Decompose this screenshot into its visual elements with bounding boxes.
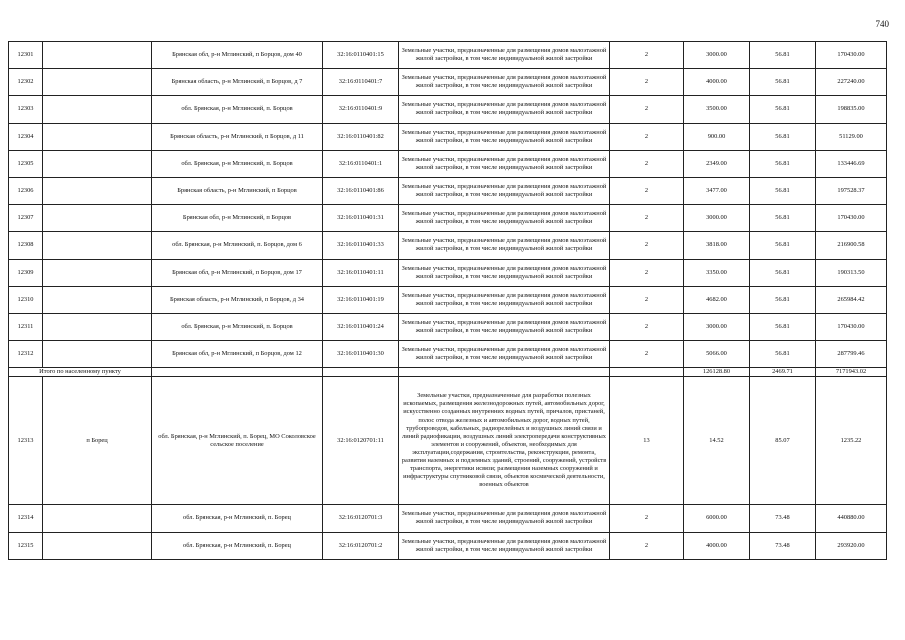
purpose-cell: Земельные участки, предназначенные для размещения домов малоэтажной жилой застройки, в том числе индивидуальной жилой застройки (399, 286, 610, 313)
rate-cell: 85.07 (750, 377, 816, 505)
table-row (9, 205, 887, 232)
row-number: 12311 (9, 313, 43, 340)
cadastral-value-cell: 170430.00 (816, 205, 887, 232)
cadastral-value-cell: 198835.00 (816, 96, 887, 123)
row-number: 12306 (9, 177, 43, 204)
empty-cell (43, 259, 152, 286)
cadastral-number-cell: 32:16:0110401:15 (323, 42, 399, 69)
area-cell: 5066.00 (684, 341, 750, 368)
subtotal-rate: 2469.71 (750, 368, 816, 377)
purpose-cell: Земельные участки, предназначенные для размещения домов малоэтажной жилой застройки, в том числе индивидуальной жилой застройки (399, 341, 610, 368)
rate-cell: 56.81 (750, 286, 816, 313)
row-number: 12309 (9, 259, 43, 286)
group-cell: 2 (610, 313, 684, 340)
address-cell: обл. Брянская, р-н Мглинский, п. Борцов (152, 313, 323, 340)
group-cell: 2 (610, 150, 684, 177)
cadastral-number-cell: 32:16:0110401:33 (323, 232, 399, 259)
area-cell: 3818.00 (684, 232, 750, 259)
row-number: 12302 (9, 69, 43, 96)
cadastral-number-cell: 32:16:0110401:24 (323, 313, 399, 340)
group-cell: 2 (610, 96, 684, 123)
area-cell: 4000.00 (684, 69, 750, 96)
empty-cell (43, 42, 152, 69)
rate-cell: 56.81 (750, 42, 816, 69)
cadastral-number-cell: 32:16:0110401:9 (323, 96, 399, 123)
row-number: 12310 (9, 286, 43, 313)
cadastral-value-cell: 170430.00 (816, 313, 887, 340)
table-row (9, 123, 887, 150)
group-cell: 2 (610, 341, 684, 368)
row-number: 12303 (9, 96, 43, 123)
empty-cell (43, 150, 152, 177)
empty-cell (43, 205, 152, 232)
cadastral-value-cell: 287799.46 (816, 341, 887, 368)
table-row (9, 259, 887, 286)
purpose-cell: Земельные участки, предназначенные для размещения домов малоэтажной жилой застройки, в том числе индивидуальной жилой застройки (399, 42, 610, 69)
area-cell: 4682.00 (684, 286, 750, 313)
group-cell: 2 (610, 42, 684, 69)
area-cell: 14.52 (684, 377, 750, 505)
table-row (9, 505, 887, 532)
group-cell: 2 (610, 123, 684, 150)
empty-cell (43, 313, 152, 340)
rate-cell: 56.81 (750, 259, 816, 286)
purpose-cell: Земельные участки, предназначенные для размещения домов малоэтажной жилой застройки, в том числе индивидуальной жилой застройки (399, 505, 610, 532)
rate-cell: 56.81 (750, 96, 816, 123)
area-cell: 900.00 (684, 123, 750, 150)
row-number: 12315 (9, 532, 43, 559)
table-row (9, 377, 887, 505)
cadastral-value-cell: 216900.58 (816, 232, 887, 259)
group-cell: 13 (610, 377, 684, 505)
address-cell: Брянская область, р-н Мглинский, п Борцов, д 7 (152, 69, 323, 96)
row-number: 12308 (9, 232, 43, 259)
rate-cell: 56.81 (750, 232, 816, 259)
area-cell: 6000.00 (684, 505, 750, 532)
group-cell: 2 (610, 232, 684, 259)
cadastral-number-cell: 32:16:0110401:30 (323, 341, 399, 368)
cadastral-number-cell: 32:16:0110401:11 (323, 259, 399, 286)
rate-cell: 56.81 (750, 341, 816, 368)
empty-cell (43, 123, 152, 150)
cadastral-number-cell: 32:16:0120701:3 (323, 505, 399, 532)
subtotal-label: Итого по населенному пункту (9, 368, 152, 377)
address-cell: Брянская область, р-н Мглинский, п Борцов, д 11 (152, 123, 323, 150)
address-cell: обл. Брянская, р-н Мглинский, п. Борец (152, 532, 323, 559)
table-row (9, 286, 887, 313)
empty-cell (43, 232, 152, 259)
area-cell: 3000.00 (684, 313, 750, 340)
row-number: 12313 (9, 377, 43, 505)
rate-cell: 73.48 (750, 532, 816, 559)
table-row (9, 532, 887, 559)
purpose-cell: Земельные участки, предназначенные для размещения домов малоэтажной жилой застройки, в том числе индивидуальной жилой застройки (399, 259, 610, 286)
empty-cell (43, 532, 152, 559)
address-cell: обл. Брянская, р-н Мглинский, п. Борцов (152, 96, 323, 123)
table-row (9, 313, 887, 340)
rate-cell: 73.48 (750, 505, 816, 532)
rate-cell: 56.81 (750, 177, 816, 204)
area-cell: 3350.00 (684, 259, 750, 286)
cadastral-number-cell: 32:16:0120701:2 (323, 532, 399, 559)
cadastral-number-cell: 32:16:0110401:1 (323, 150, 399, 177)
empty-cell (43, 69, 152, 96)
table-row (9, 177, 887, 204)
cadastral-value-cell: 190313.50 (816, 259, 887, 286)
address-cell: Брянская обл, р-н Мглинский, п Борцов, дом 12 (152, 341, 323, 368)
table-row (9, 341, 887, 368)
page-number: 740 (875, 19, 889, 29)
row-number: 12307 (9, 205, 43, 232)
address-cell: Брянская обл, р-н Мглинский, п Борцов, дом 40 (152, 42, 323, 69)
table-row (9, 42, 887, 69)
purpose-cell: Земельные участки, предназначенные для размещения домов малоэтажной жилой застройки, в том числе индивидуальной жилой застройки (399, 313, 610, 340)
empty-cell (43, 96, 152, 123)
purpose-cell: Земельные участки, предназначенные для размещения домов малоэтажной жилой застройки, в том числе индивидуальной жилой застройки (399, 232, 610, 259)
address-cell: Брянская обл, р-н Мглинский, п Борцов, дом 17 (152, 259, 323, 286)
row-number: 12314 (9, 505, 43, 532)
cadastral-number-cell: 32:16:0110401:82 (323, 123, 399, 150)
subtotal-row (9, 368, 887, 377)
purpose-cell: Земельные участки, предназначенные для размещения домов малоэтажной жилой застройки, в том числе индивидуальной жилой застройки (399, 177, 610, 204)
section-label: п Борец (43, 377, 152, 505)
table-row (9, 150, 887, 177)
cadastral-value-cell: 1235.22 (816, 377, 887, 505)
rate-cell: 56.81 (750, 150, 816, 177)
cadastral-value-cell: 440880.00 (816, 505, 887, 532)
cadastral-value-cell: 265984.42 (816, 286, 887, 313)
empty-cell (43, 505, 152, 532)
empty-cell (43, 177, 152, 204)
group-cell: 2 (610, 69, 684, 96)
address-cell: Брянская область, р-н Мглинский, п Борцов (152, 177, 323, 204)
table-row (9, 232, 887, 259)
purpose-cell: Земельные участки, предназначенные для размещения домов малоэтажной жилой застройки, в том числе индивидуальной жилой застройки (399, 123, 610, 150)
area-cell: 3000.00 (684, 205, 750, 232)
subtotal-value: 7171943.02 (816, 368, 887, 377)
group-cell: 2 (610, 177, 684, 204)
cadastral-value-table (8, 41, 887, 560)
rate-cell: 56.81 (750, 69, 816, 96)
address-cell: обл. Брянская, р-н Мглинский, п. Борец (152, 505, 323, 532)
group-cell: 2 (610, 286, 684, 313)
purpose-cell: Земельные участки, предназначенные для разработки полезных ископаемых, размещения железнодорожных путей, автомобильных дорог, искусственно созданных внутренних водных путей, причалов, пристаней, полос отвода железных и автомобильных дорог, водных путей, трубопроводов, кабельных, радиорелейных и воздушных линий связи и линий радиофикации, воздушных линий электропередачи конструктивных элементов и сооружений, объектов, необходимых для эксплуатации,содержания, строительства, реконструкции, ремонта, развития наземных и подземных зданий, строений, сооружений, устройств транспорта, энергетики исвязи; размещения наземных сооружений и инфраструктуры спутниковой связи, объектов космической деятельности, военных объектов (399, 377, 610, 505)
group-cell: 2 (610, 532, 684, 559)
rate-cell: 56.81 (750, 313, 816, 340)
purpose-cell: Земельные участки, предназначенные для размещения домов малоэтажной жилой застройки, в том числе индивидуальной жилой застройки (399, 150, 610, 177)
address-cell: Брянская область, р-н Мглинский, п Борцов, д 34 (152, 286, 323, 313)
cadastral-value-cell: 133446.69 (816, 150, 887, 177)
row-number: 12301 (9, 42, 43, 69)
cadastral-number-cell: 32:16:0110401:19 (323, 286, 399, 313)
cadastral-number-cell: 32:16:0120701:11 (323, 377, 399, 505)
group-cell: 2 (610, 205, 684, 232)
row-number: 12304 (9, 123, 43, 150)
empty-cell (43, 286, 152, 313)
group-cell: 2 (610, 259, 684, 286)
cadastral-value-cell: 170430.00 (816, 42, 887, 69)
cadastral-value-cell: 51129.00 (816, 123, 887, 150)
area-cell: 3477.00 (684, 177, 750, 204)
rate-cell: 56.81 (750, 123, 816, 150)
address-cell: Брянская обл, р-н Мглинский, п Борцов (152, 205, 323, 232)
address-cell: обл. Брянская, р-н Мглинский, п. Борец, МО Соколовское сельское поселение (152, 377, 323, 505)
table-row (9, 69, 887, 96)
purpose-cell: Земельные участки, предназначенные для размещения домов малоэтажной жилой застройки, в том числе индивидуальной жилой застройки (399, 96, 610, 123)
address-cell: обл. Брянская, р-н Мглинский, п. Борцов, дом 6 (152, 232, 323, 259)
area-cell: 3500.00 (684, 96, 750, 123)
subtotal-area: 126128.80 (684, 368, 750, 377)
empty-cell (43, 341, 152, 368)
cadastral-value-cell: 227240.00 (816, 69, 887, 96)
table-row (9, 96, 887, 123)
group-cell: 2 (610, 505, 684, 532)
row-number: 12312 (9, 341, 43, 368)
cadastral-value-cell: 197528.37 (816, 177, 887, 204)
area-cell: 3000.00 (684, 42, 750, 69)
area-cell: 2349.00 (684, 150, 750, 177)
purpose-cell: Земельные участки, предназначенные для размещения домов малоэтажной жилой застройки, в том числе индивидуальной жилой застройки (399, 532, 610, 559)
cadastral-number-cell: 32:16:0110401:86 (323, 177, 399, 204)
cadastral-number-cell: 32:16:0110401:31 (323, 205, 399, 232)
address-cell: обл. Брянская, р-н Мглинский, п. Борцов (152, 150, 323, 177)
area-cell: 4000.00 (684, 532, 750, 559)
cadastral-number-cell: 32:16:0110401:7 (323, 69, 399, 96)
purpose-cell: Земельные участки, предназначенные для размещения домов малоэтажной жилой застройки, в том числе индивидуальной жилой застройки (399, 205, 610, 232)
rate-cell: 56.81 (750, 205, 816, 232)
purpose-cell: Земельные участки, предназначенные для размещения домов малоэтажной жилой застройки, в том числе индивидуальной жилой застройки (399, 69, 610, 96)
cadastral-value-cell: 293920.00 (816, 532, 887, 559)
row-number: 12305 (9, 150, 43, 177)
